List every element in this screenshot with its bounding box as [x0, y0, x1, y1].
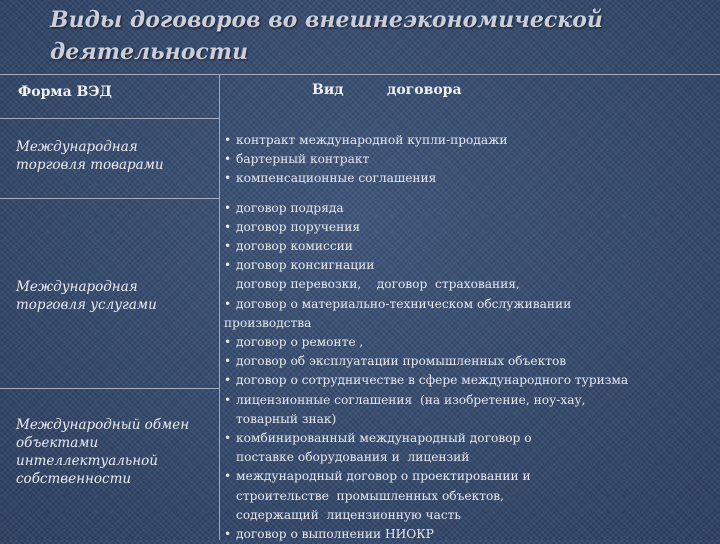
row-label-intellectual-property: Международный обмен объектами интеллектуальной собственности: [16, 417, 190, 487]
list-item: • договор об эксплуатации промышленных объектов: [224, 354, 567, 369]
slide-title: [50, 4, 690, 68]
list-item: • договор о ремонте ,: [224, 335, 364, 350]
table-top-border: [0, 74, 720, 75]
list-item-continuation: строительстве промышленных объектов,: [236, 488, 505, 503]
list-item: • контракт международной купли-продажи: [224, 133, 508, 147]
row-divider: [0, 388, 219, 389]
row-divider: [0, 118, 219, 119]
header-vid: Вид: [312, 82, 344, 98]
row-divider: [0, 198, 219, 199]
contracts-table: [0, 74, 720, 540]
contract-types-list: [224, 131, 716, 544]
list-item: • компенсационные соглашения: [224, 171, 437, 186]
header-dogovora: договора: [387, 82, 462, 98]
list-item: • договор о сотрудничестве в сфере международного туризма: [224, 373, 629, 388]
list-item-continuation: содержащий лицензионную часть: [236, 507, 462, 522]
title-line-2: деятельности: [50, 39, 249, 65]
list-item: • комбинированный международный договор о: [224, 431, 532, 446]
list-item-continuation: производства: [224, 315, 312, 330]
list-item: • договор поручения: [224, 219, 361, 234]
title-line-1: Виды договоров во внешнеэкономической: [50, 7, 603, 33]
list-spacer: [224, 189, 716, 199]
list-item: • договор консигнации: [224, 258, 375, 273]
list-item-continuation: поставке оборудования и лицензий: [236, 450, 470, 465]
list-item: • международный договор о проектировании и: [224, 469, 531, 484]
list-item-continuation: товарный знак): [236, 411, 337, 426]
list-item: • бартерный контракт: [224, 152, 370, 167]
row-label-services: Международная торговля услугами: [16, 279, 157, 313]
header-form-ved: Форма ВЭД: [18, 84, 112, 100]
list-item: • договор о выполнении НИОКР: [224, 527, 434, 542]
list-item: • договор о материально-техническом обслуживании: [224, 296, 572, 311]
list-item: • договор подряда: [224, 200, 344, 215]
column-divider: [219, 74, 220, 540]
row-label-goods: Международная торговля товарами: [16, 139, 164, 173]
list-item: • лицензионные соглашения (на изобретение, ноу-хау,: [224, 392, 586, 407]
list-item: • договор комиссии: [224, 239, 353, 254]
list-item: договор перевозки, договор страхования,: [236, 277, 520, 292]
